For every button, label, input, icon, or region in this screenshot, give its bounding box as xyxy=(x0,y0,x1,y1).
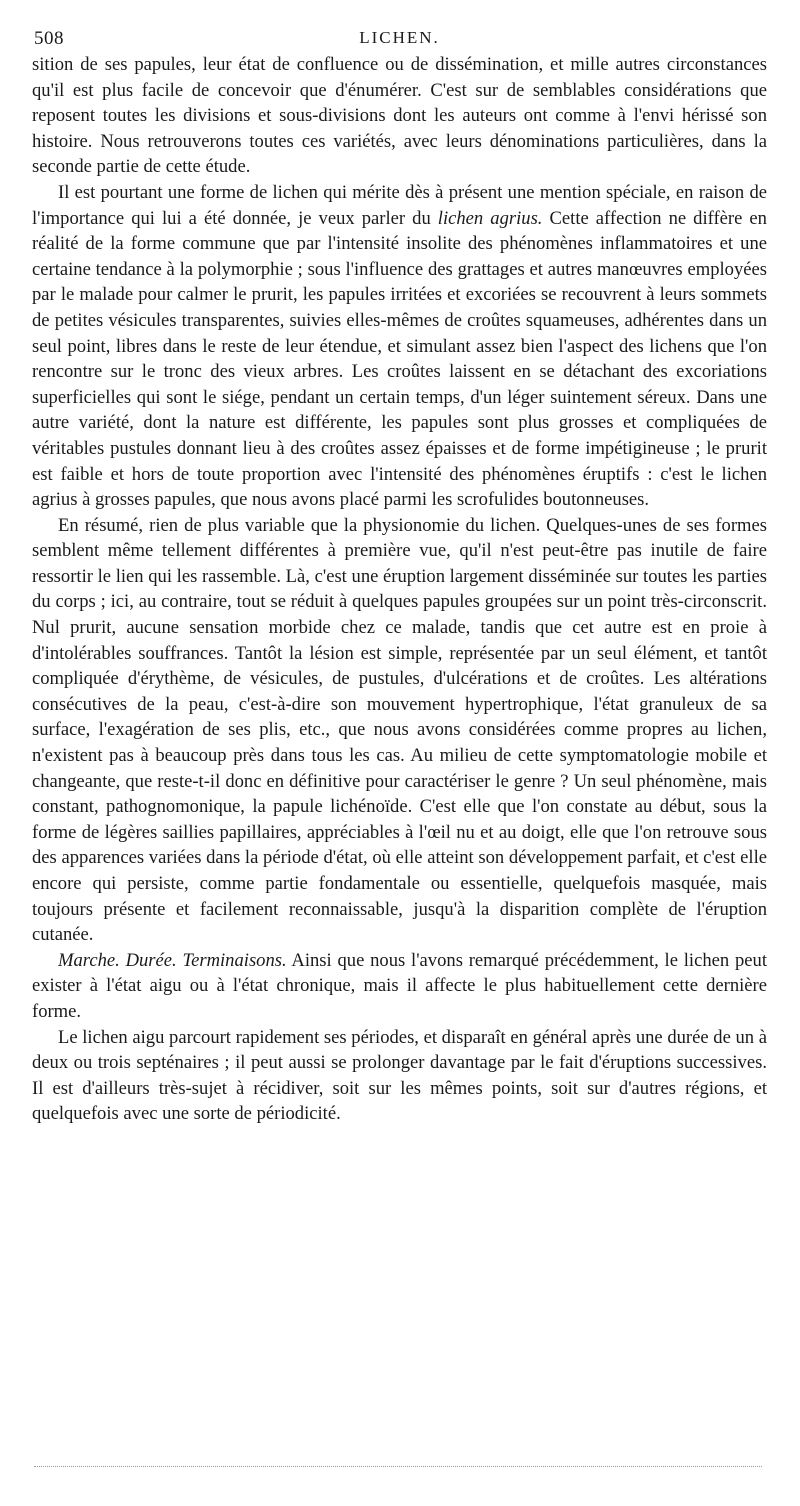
paragraph-text: Le lichen aigu parcourt rapidement ses périodes, et disparaît en général après une durée de un à deux ou trois septénaires ; il peut aussi se prolonger davantage par le fait d'éruptions successives. Il est d'ailleurs très-sujet à récidiver, soit sur les mêmes points, soit sur d'autres régions, et quelquefois avec une sorte de périodicité. xyxy=(32,1026,767,1125)
paragraph-text-after: Cette affection ne diffère en réalité de la forme commune que par l'intensité insolite des phénomènes inflammatoires et une certaine tendance à la polymorphie ; sous l'influence des grattages et autres manœuvres employées par le malade pour calmer le prurit, les papules irritées et excoriées se recouvrent à leurs sommets de petites vésicules transparentes, suivies elles-mêmes de croûtes squameuses, adhérentes dans un seul point, libres dans le reste de leur étendue, et simulant assez bien l'aspect des lichens que l'on rencontre sur le tronc des vieux arbres. Les croûtes laissent en se détachant des excoriations superficielles qui sont le siége, pendant un certain temps, d'un léger suintement séreux. Dans une autre variété, dont la nature est différente, les papules sont plus grosses et compliquées de véritables pustules donnant lieu à des croûtes assez épaisses et de forme impétigineuse ; le prurit est faible et hors de toute proportion avec l'intensité des phénomènes éruptifs : c'est le lichen agrius à grosses papules, que nous avons placé parmi les scrofulides boutonneuses. xyxy=(32,207,767,511)
section-heading-italic: Marche. Durée. Terminaisons. xyxy=(58,949,287,971)
paragraph-text-after: Ainsi que nous l'avons remarqué précédemment, le lichen peut exister à l'état aigu ou à l'état chronique, mais il affecte le plus habituellement cette dernière forme. xyxy=(32,949,767,1022)
body-text xyxy=(32,52,767,1127)
paragraph-text: En résumé, rien de plus variable que la physionomie du lichen. Quelques-unes de ses formes semblent même tellement différentes à première vue, qu'il n'est peut-être pas inutile de faire ressortir le lien qui les rassemble. Là, c'est une éruption largement disséminée sur toutes les parties du corps ; ici, au contraire, tout se réduit à quelques papules groupées sur un point très-circonscrit. Nul prurit, aucune sensation morbide chez ce malade, tandis que cet autre est en proie à d'intolérables souffrances. Tantôt la lésion est simple, représentée par un seul élément, et tantôt compliquée d'érythème, de vésicules, de pustules, d'ulcérations et de croûtes. Les altérations consécutives de la peau, c'est-à-dire son mouvement hypertrophique, l'état granuleux de sa surface, l'exagération de ses plis, etc., que nous avons considérées comme propres au lichen, n'existent pas à beaucoup près dans tous les cas. Au milieu de cette symptomatologie mobile et changeante, que reste-t-il donc en définitive pour caractériser le genre ? Un seul phénomène, mais constant, pathognomonique, la papule lichénoïde. C'est elle que l'on constate au début, sous la forme de légères saillies papillaires, appréciables à l'œil nu et au doigt, elle que l'on retrouve sous des apparences variées dans la période d'état, où elle atteint son développement parfait, et c'est elle encore qui persiste, comme partie fondamentale ou essentielle, quelquefois masquée, mais toujours présente et facilement reconnaissable, jusqu'à la disparition complète de l'éruption cutanée. xyxy=(32,514,767,946)
paragraph-resume xyxy=(32,513,767,948)
page-number: 508 xyxy=(34,28,64,49)
paragraph-text-before: Il est pourtant une forme de lichen qui mérite dès à présent une mention spéciale, en raison de l'importance qui lui a été donnée, je veux parler du xyxy=(32,181,767,229)
running-title: LICHEN. xyxy=(359,28,440,47)
footer-dotted-rule xyxy=(34,1466,762,1467)
paragraph-continuation xyxy=(32,52,767,180)
paragraph-lichen-agrius xyxy=(32,180,767,513)
paragraph-marche xyxy=(32,948,767,1025)
page-header xyxy=(32,24,767,52)
italic-term: lichen agrius. xyxy=(437,207,543,229)
book-page xyxy=(32,24,767,1127)
paragraph-lichen-aigu xyxy=(32,1025,767,1127)
paragraph-text: sition de ses papules, leur état de confluence ou de dissémination, et mille autres circonstances qu'il est plus facile de concevoir que d'énumérer. C'est sur de semblables considérations que reposent toutes les divisions et sous-divisions dont les auteurs ont comme à l'envi hérissé son histoire. Nous retrouverons toutes ces variétés, avec leurs dénominations particulières, dans la seconde partie de cette étude. xyxy=(32,54,767,178)
